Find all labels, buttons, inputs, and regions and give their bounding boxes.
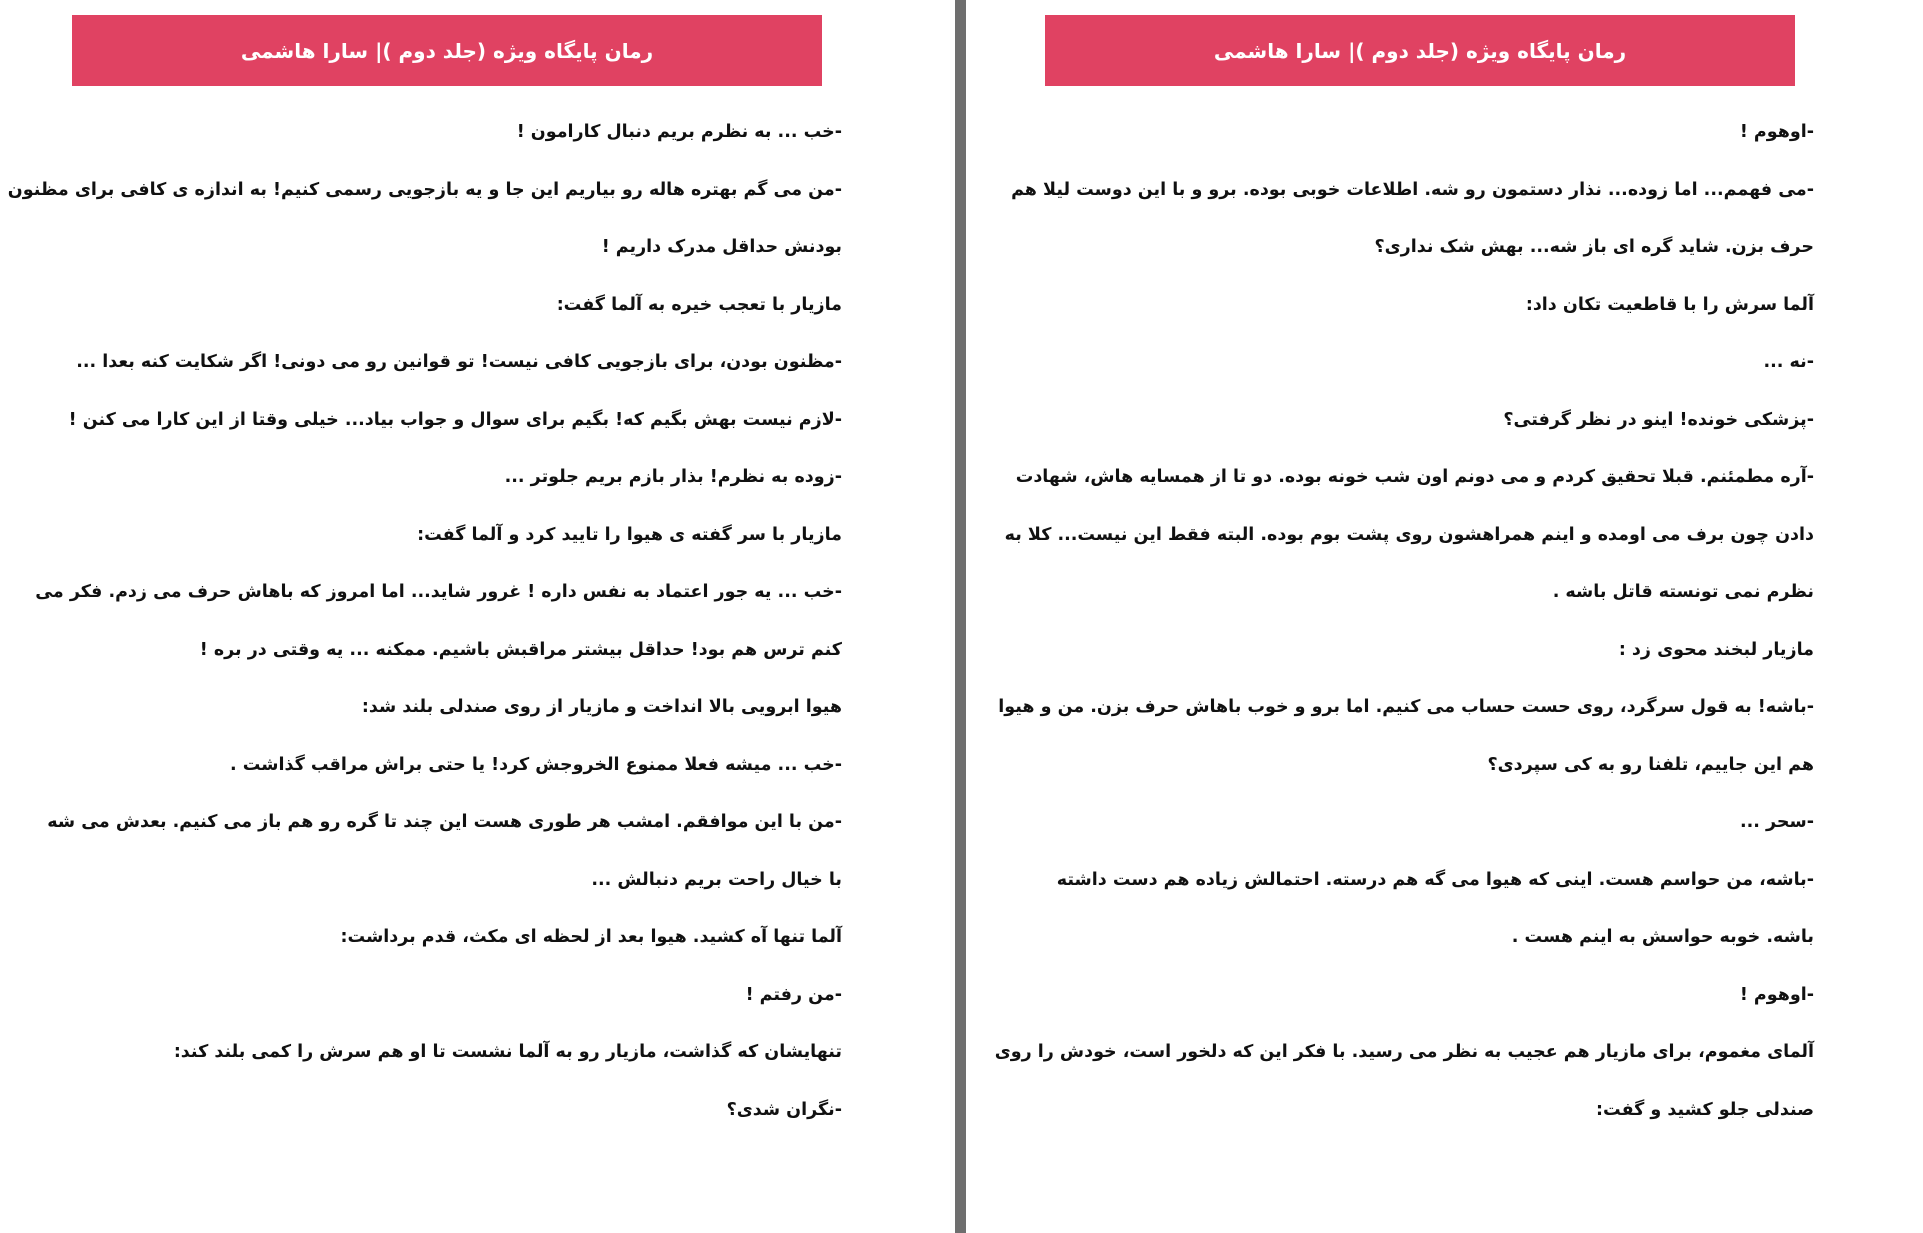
text-line: -خب ... یه جور اعتماد به نفس داره ! غرور شاید... اما امروز که باهاش حرف می زدم. فکر می <box>35 582 842 602</box>
text-line: -زوده به نظرم! بذار بازم بریم جلوتر ... <box>504 467 842 487</box>
page-divider <box>955 0 966 1233</box>
text-line: تنهایشان که گذاشت، مازیار رو به آلما نشست تا او هم سرش را کمی بلند کند: <box>173 1042 842 1062</box>
text-line: آلمای مغموم، برای مازیار هم عجیب به نظر می رسید. با فکر این که دلخور است، خودش را روی <box>994 1042 1814 1062</box>
text-line: -خب ... میشه فعلا ممنوع الخروجش کرد! یا حتی براش مراقب گذاشت . <box>229 754 842 775</box>
left-page <box>0 0 955 1233</box>
text-line: -من با این موافقم. امشب هر طوری هست این چند تا گره رو هم باز می کنیم. بعدش می شه <box>47 812 842 832</box>
text-line: -نگران شدی؟ <box>726 1099 842 1120</box>
text-line: -لازم نیست بهش بگیم که! بگیم برای سوال و جواب بیاد... خیلی وقتا از این کارا می کنن ! <box>68 409 842 430</box>
text-line: -باشه! به قول سرگرد، روی حست حساب می کنیم. اما برو و خوب باهاش حرف بزن. من و هیوا <box>998 697 1814 717</box>
text-line: -مظنون بودن، برای بازجویی کافی نیست! تو قوانین رو می دونی! اگر شکایت کنه بعدا ... <box>76 352 842 372</box>
text-line: -سحر ... <box>1739 812 1814 832</box>
left-page-header: رمان پایگاه ویژه (جلد دوم )| سارا هاشمی <box>72 15 822 86</box>
text-line: حرف بزن. شاید گره ای باز شه... بهش شک نداری؟ <box>1374 237 1814 257</box>
text-line: کنم ترس هم بود! حداقل بیشتر مراقبش باشیم. ممکنه ... یه وقتی در بره ! <box>199 639 842 660</box>
text-line: -اوهوم ! <box>1739 984 1814 1005</box>
left-page-body <box>7 114 842 1149</box>
text-line: هم این جاییم، تلفنا رو به کی سپردی؟ <box>1487 754 1814 775</box>
text-line: صندلی جلو کشید و گفت: <box>1596 1099 1814 1120</box>
text-line: -من می گم بهتره هاله رو بیاریم این جا و یه بازجویی رسمی کنیم! به اندازه ی کافی برای مظنون <box>7 179 842 200</box>
text-line: باشه. خوبه حواسش به اینم هست . <box>1511 927 1814 947</box>
text-line: آلما سرش را با قاطعیت تکان داد: <box>1525 294 1814 315</box>
text-line: مازیار لبخند محوی زد : <box>1618 639 1814 660</box>
text-line: -باشه، من حواسم هست. اینی که هیوا می گه هم درسته. احتمالش زیاده هم دست داشته <box>1056 869 1814 890</box>
text-line: مازیار با سر گفته ی هیوا را تایید کرد و آلما گفت: <box>417 524 842 545</box>
text-line: -پزشکی خونده! اینو در نظر گرفتی؟ <box>1503 409 1814 430</box>
text-line: دادن چون برف می اومده و اینم همراهشون روی پشت بوم بوده. البته فقط این نیست... کلا به <box>1004 524 1814 545</box>
text-line: -می فهمم... اما زوده... نذار دستمون رو شه. اطلاعات خوبی بوده. برو و با این دوست لیلا هم <box>1011 179 1814 200</box>
right-page-body <box>994 114 1814 1149</box>
text-line: بودنش حداقل مدرک داریم ! <box>601 237 842 257</box>
text-line: با خیال راحت بریم دنبالش ... <box>591 869 842 890</box>
text-line: -خب ... به نظرم بریم دنبال کارامون ! <box>516 122 842 142</box>
text-line: مازیار با تعجب خیره به آلما گفت: <box>556 294 842 315</box>
right-page <box>966 0 1923 1233</box>
text-line: آلما تنها آه کشید. هیوا بعد از لحظه ای مکث، قدم برداشت: <box>340 927 842 947</box>
text-line: -اوهوم ! <box>1739 122 1814 142</box>
right-page-header: رمان پایگاه ویژه (جلد دوم )| سارا هاشمی <box>1045 15 1795 86</box>
text-line: -آره مطمئنم. قبلا تحقیق کردم و می دونم اون شب خونه بوده. دو تا از همسایه هاش، شهادت <box>1015 467 1814 487</box>
text-line: -من رفتم ! <box>745 984 842 1005</box>
text-line: -نه ... <box>1763 352 1814 372</box>
text-line: نظرم نمی تونسته قاتل باشه . <box>1552 582 1814 602</box>
text-line: هیوا ابرویی بالا انداخت و مازیار از روی صندلی بلند شد: <box>361 697 842 717</box>
